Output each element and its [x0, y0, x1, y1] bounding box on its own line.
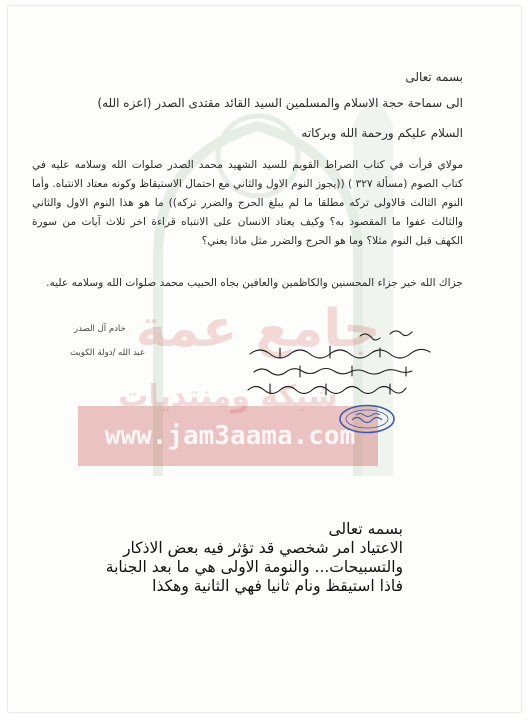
watermark-brand: جامع عمة	[135, 299, 381, 359]
typed-answer	[28, 520, 403, 596]
letter-question: مولاي قرأت في كتاب الصراط القويم للسيد الشهيد محمد الصدر صلوات الله وسلامه عليه في كتاب الصوم (مسألة ٣٢٧ ) ((يجوز النوم الاول والثاني مع احتمال الاستيقاظ وكونه معتاد الانتباه. وأما النوم الثالث فالاولى تركه مطلقا ما لم يبلغ الحرج والضرر تركه)) ما هو هذا النوم الاول والثاني والثالث عفوا ما المقصود به؟ وكيف يعتاد الانسان على الانتباه قراءة اخر ثلاث آيات من سورة الكهف قبل النوم مثلا؟ وما هو الحرج والضرر مثل ماذا يعني؟	[32, 159, 464, 247]
answer-line: بسمه تعالى	[328, 520, 403, 538]
answer-line: فاذا استيقظ ونام ثانيا فهي الثانية وهكذا	[152, 577, 403, 595]
office-seal-stamp	[338, 404, 396, 434]
watermark-site: www.jam3aama.com	[104, 421, 356, 451]
answer-line: الاعتياد امر شخصي قد تؤثر فيه بعض الاذكار	[123, 539, 403, 557]
watermark-tagline: شبكة ومنتديات	[118, 379, 338, 414]
answer-line: والتسبيحات... والنومة الاولى هي ما بعد الجنابة	[105, 558, 403, 576]
servant-label: خادم آل الصدر	[74, 324, 126, 334]
letter-greeting: السلام عليكم ورحمة الله وبركاته	[301, 126, 463, 140]
letter-addressee: الى سماحة حجة الاسلام والمسلمين السيد القائد مقتدى الصدر (اعزه الله)	[97, 96, 463, 110]
letter-heading: بسمه تعالى	[405, 70, 463, 84]
watermark-red-band	[78, 406, 378, 466]
document-page	[8, 6, 521, 712]
letter-closing: جزاك الله خير جزاء المحسنين والكاظمين والعافين بجاه الحبيب محمد صلوات الله وسلامه عليه.	[46, 277, 463, 289]
handwritten-answer-image	[240, 326, 444, 406]
sender-name: عبد الله /دولة الكويت	[70, 348, 146, 358]
